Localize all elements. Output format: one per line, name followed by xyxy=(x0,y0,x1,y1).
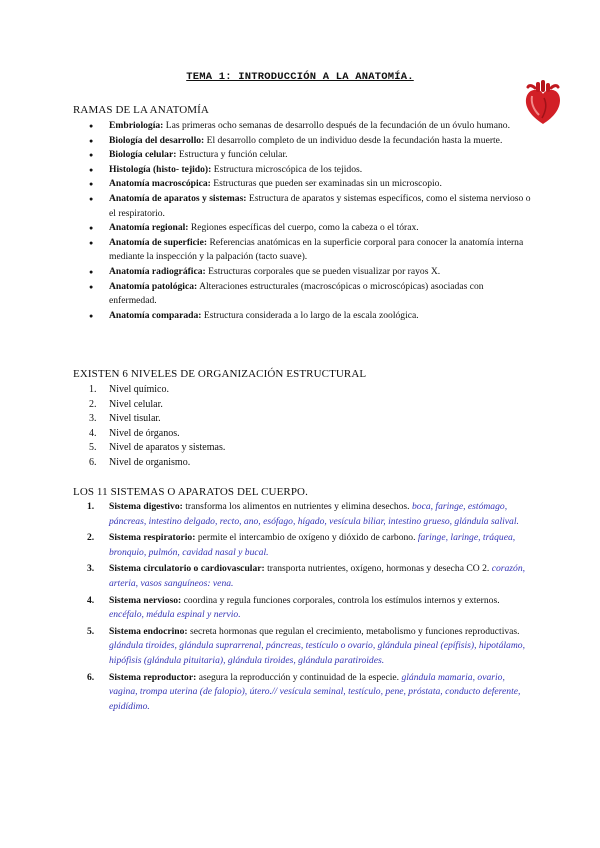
sistema-description: transforma los alimentos en nutrientes y elimina desechos. xyxy=(182,501,412,512)
sistema-item xyxy=(73,594,533,623)
sistema-examples: boca, faringe, estómago, páncreas, intestino delgado, recto, ano, esófago, hígado, vesícula biliar, intestino grueso, glándula salival. xyxy=(109,501,519,527)
rama-description: Regiones específicas del cuerpo, como la cabeza o el tórax. xyxy=(188,222,419,234)
sistema-item xyxy=(73,531,533,560)
ramas-item xyxy=(73,192,533,221)
ramas-list xyxy=(73,119,533,323)
rama-term: Anatomía patológica: xyxy=(109,280,198,292)
rama-term: Anatomía comparada: xyxy=(109,309,202,321)
nivel-text: Nivel de aparatos y sistemas. xyxy=(109,442,226,454)
rama-description: Estructuras que pueden ser examinadas sin un microscopio. xyxy=(210,178,442,190)
rama-description: Las primeras ocho semanas de desarrollo después de la fecundación de un óvulo humano. xyxy=(163,120,510,131)
ramas-item xyxy=(73,163,533,178)
sistema-term: Sistema reproductor: xyxy=(109,671,197,683)
nivel-number: 1. xyxy=(89,384,97,395)
nivel-item xyxy=(73,427,533,442)
sistema-number: 3. xyxy=(87,563,95,575)
rama-term: Anatomía de superficie: xyxy=(109,236,208,248)
sistema-item xyxy=(73,500,533,529)
sistema-item xyxy=(73,562,533,591)
nivel-number: 3. xyxy=(89,413,97,425)
nivel-text: Nivel tisular. xyxy=(109,413,161,425)
sistema-description: secreta hormonas que regulan el crecimiento, metabolismo y funciones reproductivas. xyxy=(187,625,520,637)
page-title: TEMA 1: INTRODUCCIÓN A LA ANATOMÍA. xyxy=(186,71,414,83)
rama-term: Embriología: xyxy=(109,120,164,131)
ramas-heading: RAMAS DE LA ANATOMÍA xyxy=(73,104,209,116)
ramas-item xyxy=(73,309,533,324)
nivel-item xyxy=(73,441,533,456)
rama-term: Anatomía radiográfica: xyxy=(109,265,206,277)
sistema-term: Sistema respiratorio: xyxy=(109,532,196,544)
ramas-item xyxy=(73,221,533,236)
rama-description: Estructura y función celular. xyxy=(176,149,288,161)
sistema-description: permite el intercambio de oxígeno y dióxido de carbono. xyxy=(195,532,418,544)
nivel-text: Nivel de órganos. xyxy=(109,427,180,439)
sistema-number: 2. xyxy=(87,532,95,544)
sistema-description: asegura la reproducción y continuidad de la especie. xyxy=(196,671,402,683)
sistema-number: 5. xyxy=(87,625,95,637)
rama-term: Histología (histo- tejido): xyxy=(109,163,212,175)
sistema-item xyxy=(73,671,533,715)
nivel-number: 6. xyxy=(89,456,97,468)
nivel-item xyxy=(73,456,533,471)
sistema-description: transporta nutrientes, oxígeno, hormonas y desecha CO 2. xyxy=(264,563,492,575)
sistema-examples: faringe, laringe, tráquea, bronquio, pulmón, cavidad nasal y bucal. xyxy=(109,532,516,558)
rama-description: Alteraciones estructurales (macroscópicas o microscópicas) asociadas con enfermedad. xyxy=(109,280,484,307)
rama-term: Biología celular: xyxy=(109,149,177,161)
nivel-number: 4. xyxy=(89,427,97,439)
nivel-item xyxy=(73,383,533,398)
ramas-item xyxy=(73,177,533,192)
rama-description: Estructura microscópica de los tejidos. xyxy=(211,163,363,175)
rama-description: Estructuras corporales que se pueden visualizar por rayos X. xyxy=(205,265,441,277)
sistema-number: 4. xyxy=(87,594,95,606)
rama-description: Estructura considerada a lo largo de la escala zoológica. xyxy=(201,309,419,321)
niveles-heading: EXISTEN 6 NIVELES DE ORGANIZACIÓN ESTRUCTURAL xyxy=(73,368,367,380)
sistemas-heading: LOS 11 SISTEMAS O APARATOS DEL CUERPO. xyxy=(73,486,308,498)
sistema-term: Sistema endocrino: xyxy=(109,625,188,637)
sistema-term: Sistema circulatorio o cardiovascular: xyxy=(109,563,265,575)
rama-term: Anatomía de aparatos y sistemas: xyxy=(109,192,247,204)
sistema-item xyxy=(73,625,533,669)
sistema-description: coordina y regula funciones corporales, controla los estímulos internos y externos. xyxy=(181,594,500,606)
niveles-list xyxy=(73,383,533,471)
rama-term: Biología del desarrollo: xyxy=(109,134,205,146)
nivel-item xyxy=(73,412,533,427)
nivel-text: Nivel celular. xyxy=(109,398,163,410)
nivel-number: 2. xyxy=(89,398,97,410)
sistema-examples: glándula mamaria, ovario, vagina, trompa uterina (de falopio), útero.// vesícula seminal, testículo, pene, próstata, conducto deferente, epidídimo. xyxy=(109,671,521,712)
rama-description: El desarrollo completo de un individuo desde la fecundación hasta la muerte. xyxy=(204,134,503,146)
rama-term: Anatomía regional: xyxy=(109,222,189,234)
nivel-text: Nivel de organismo. xyxy=(109,456,191,468)
sistema-term: Sistema digestivo: xyxy=(109,501,183,512)
nivel-number: 5. xyxy=(89,442,97,454)
ramas-item xyxy=(73,134,533,149)
rama-description: Referencias anatómicas en la superficie corporal para conocer la anatomía interna mediante la inspección y la palpación (tacto suave). xyxy=(109,236,524,263)
ramas-item xyxy=(73,119,533,134)
nivel-text: Nivel químico. xyxy=(109,384,169,395)
sistema-number: 1. xyxy=(87,501,95,512)
sistema-examples: encéfalo, médula espinal y nervio. xyxy=(109,609,241,621)
sistemas-list xyxy=(73,500,533,716)
sistema-examples: glándula tiroides, glándula suprarrenal, páncreas, testículo o ovario, glándula pineal (epífisis), hipotálamo, hipófisis (glándula pituitaria), glándula tiroides, glándula paratiroides. xyxy=(109,640,525,666)
sistema-examples: corazón, arteria, vasos sanguíneos: vena. xyxy=(109,563,526,589)
nivel-item xyxy=(73,398,533,413)
ramas-item xyxy=(73,236,533,265)
rama-term: Anatomía macroscópica: xyxy=(109,178,211,190)
sistema-term: Sistema nervioso: xyxy=(109,594,182,606)
ramas-item xyxy=(73,265,533,280)
rama-description: Estructura de aparatos y sistemas específicos, como el sistema nervioso o el respiratorio. xyxy=(109,192,531,219)
ramas-item xyxy=(73,280,533,309)
ramas-item xyxy=(73,148,533,163)
sistema-number: 6. xyxy=(87,671,95,683)
